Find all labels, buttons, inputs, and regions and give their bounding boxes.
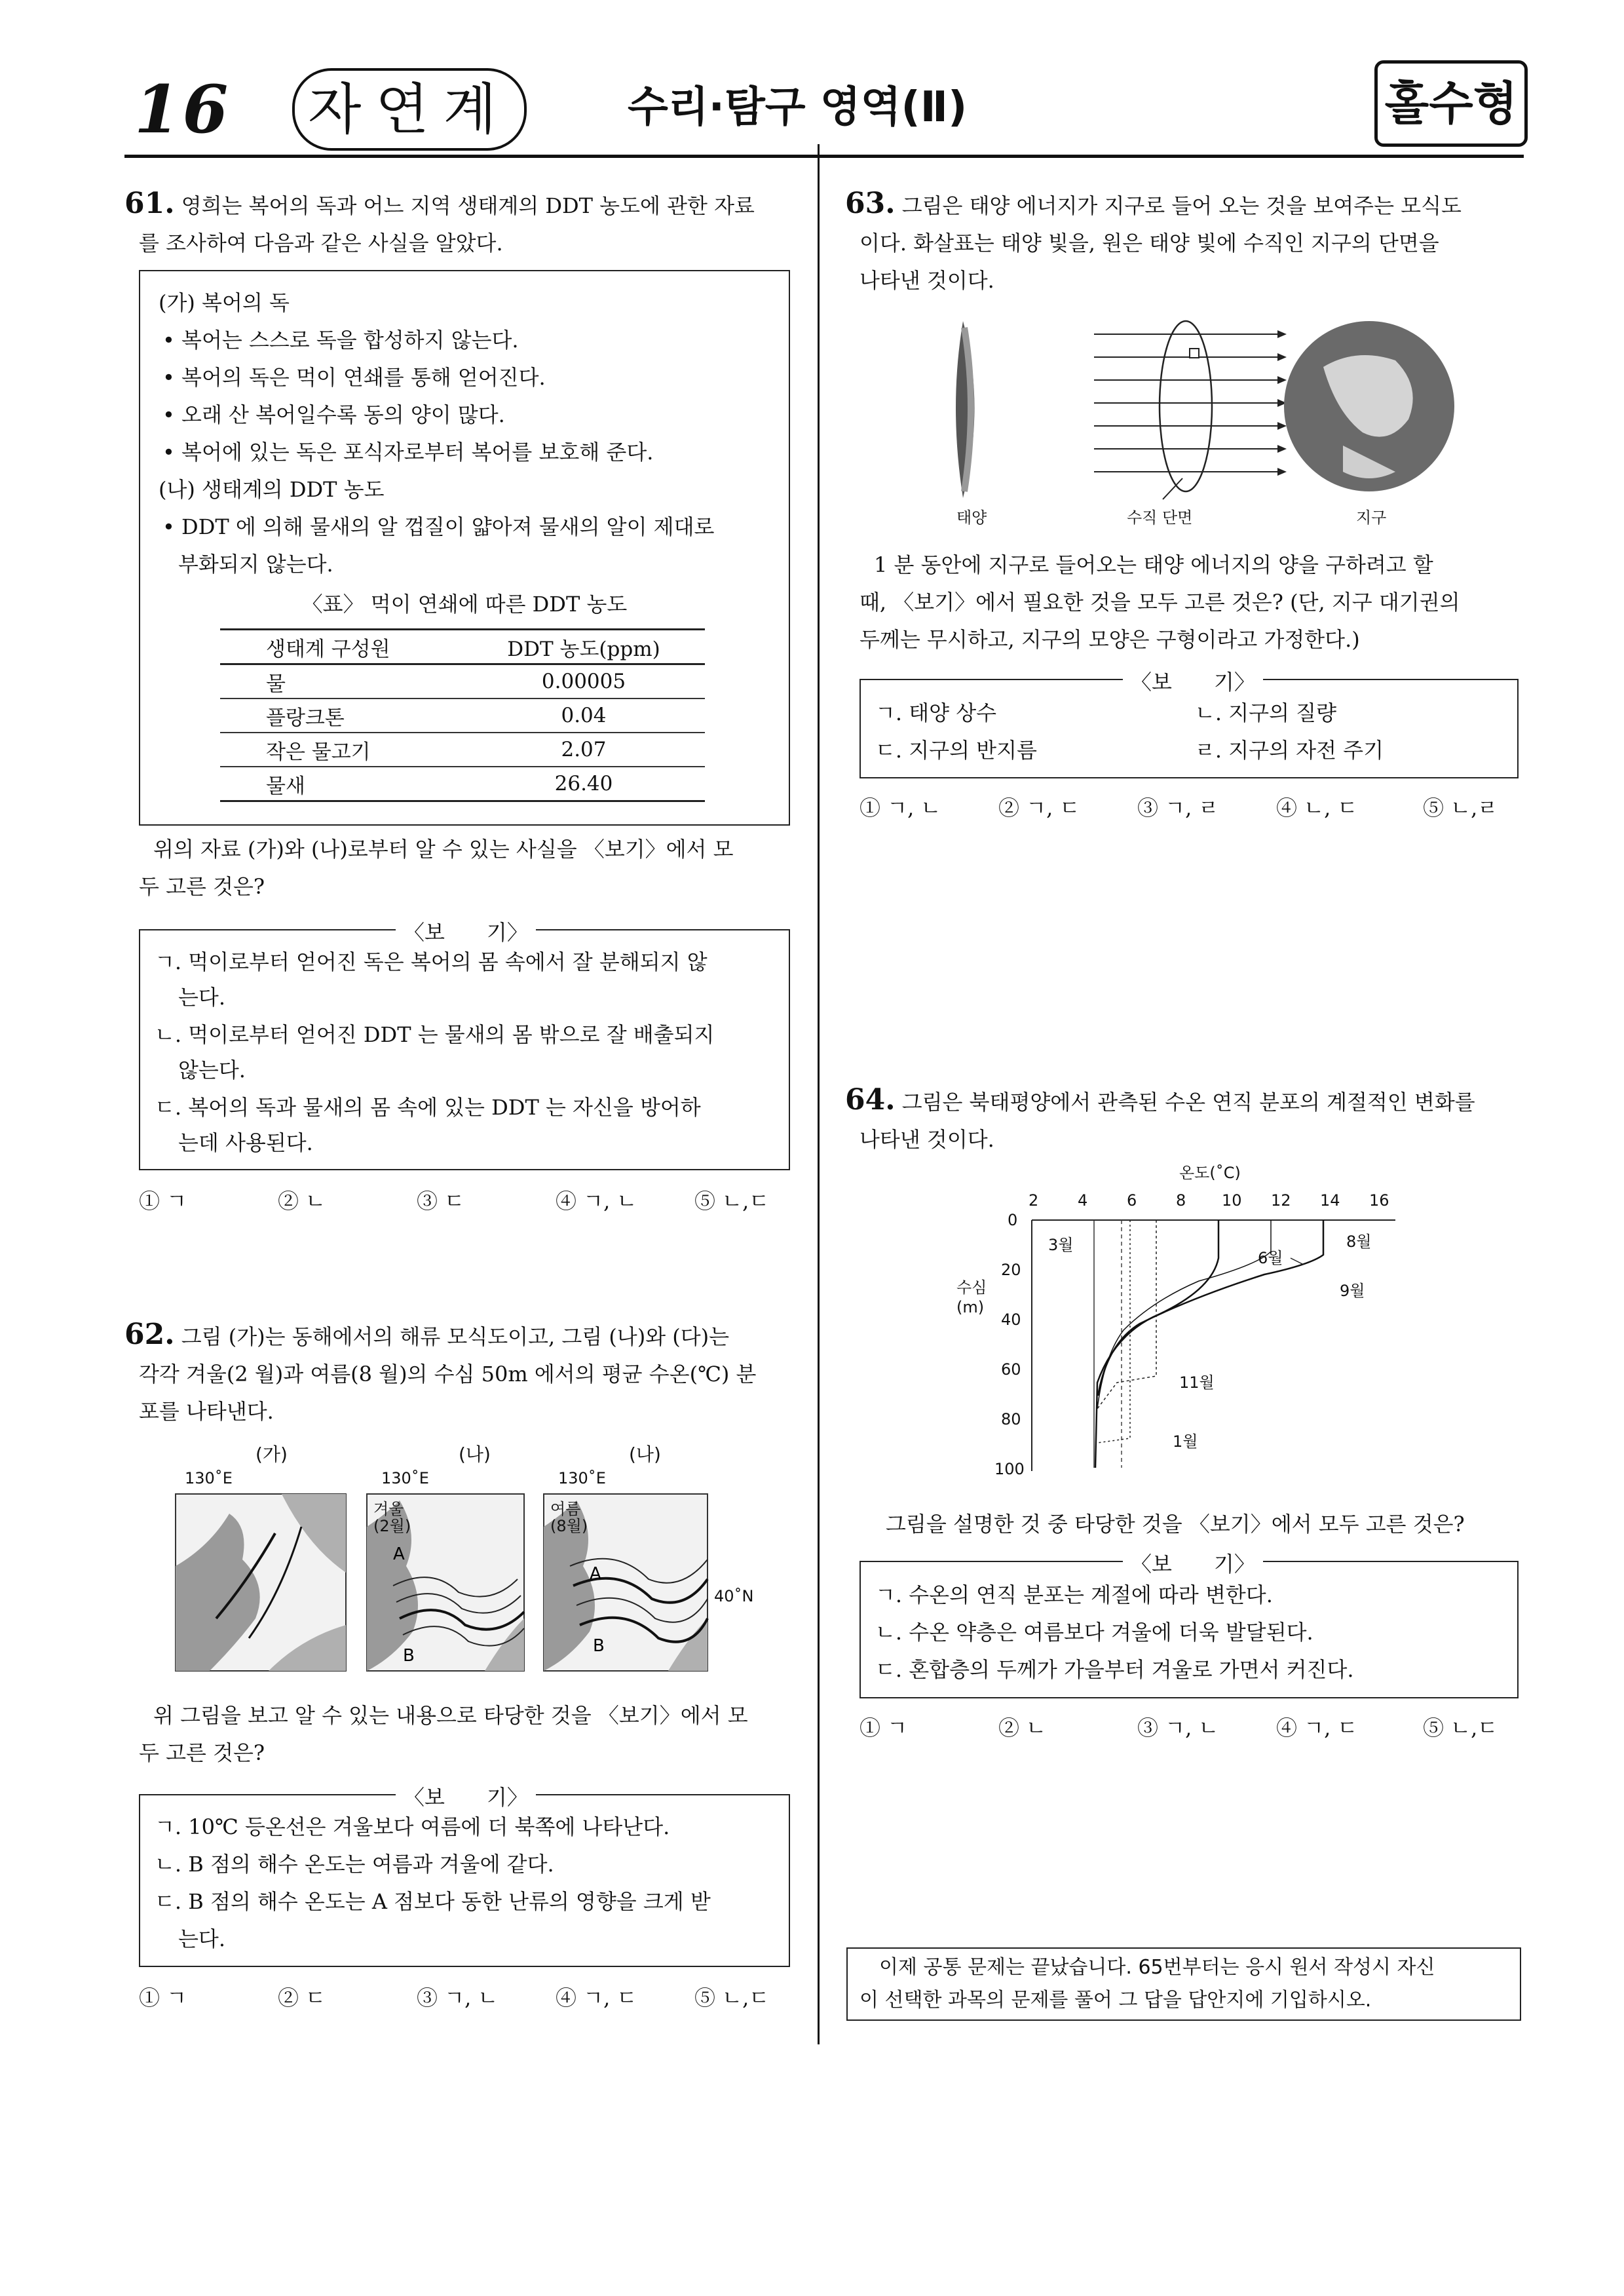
bogi-title: 〈보 기〉 xyxy=(396,1781,536,1811)
exam-type-badge: 자연계 xyxy=(292,68,527,151)
choice-2[interactable]: ② ㄷ xyxy=(278,1985,326,2010)
y-tick: 40 xyxy=(1001,1311,1021,1329)
stem-text: 나타낸 것이다. xyxy=(859,1127,994,1152)
profile-svg xyxy=(983,1160,1441,1487)
choice-5[interactable]: ⑤ ㄴ,ㄹ xyxy=(1423,795,1498,820)
table-header-row xyxy=(220,630,705,664)
bogi-title: 〈보 기〉 xyxy=(396,916,536,946)
series-label: 6월 xyxy=(1258,1249,1283,1267)
choice-5[interactable]: ⑤ ㄴ,ㄷ xyxy=(694,1985,770,2010)
choice-3[interactable]: ③ ㄱ, ㄴ xyxy=(417,1985,499,2010)
table-cell: 2.07 xyxy=(463,733,705,767)
y-tick: 100 xyxy=(994,1460,1025,1478)
series-label: 3월 xyxy=(1048,1236,1074,1254)
prompt-text: 두 고른 것은? xyxy=(139,1740,265,1765)
question-number: 61. xyxy=(124,187,175,220)
question-63 xyxy=(845,185,1526,299)
y-tick: 60 xyxy=(1001,1360,1021,1379)
choice-1[interactable]: ① ㄱ, ㄴ xyxy=(859,795,941,820)
figure-label: (가) xyxy=(255,1444,288,1465)
figure-label-cross-section: 수직 단면 xyxy=(1127,508,1193,527)
x-tick: 16 xyxy=(1369,1191,1389,1210)
stem-text: 각각 겨울(2 월)과 여름(8 월)의 수심 50m 에서의 평균 수온(℃) 분 xyxy=(139,1362,757,1387)
choice-4[interactable]: ④ ㄴ, ㄷ xyxy=(1276,795,1358,820)
prompt-text: 1 분 동안에 지구로 들어오는 태양 에너지의 양을 구하려고 할 xyxy=(874,552,1433,577)
choice-5[interactable]: ⑤ ㄴ,ㄷ xyxy=(1423,1715,1498,1740)
prompt-text: 두 고른 것은? xyxy=(139,874,265,899)
prompt-text: 위의 자료 (가)와 (나)로부터 알 수 있는 사실을 〈보기〉에서 모 xyxy=(153,837,734,862)
choice-1[interactable]: ① ㄱ xyxy=(859,1715,908,1740)
x-tick: 4 xyxy=(1078,1191,1088,1210)
bogi-item: ㄹ. 지구의 자전 주기 xyxy=(1195,738,1384,763)
prompt-text: 때, 〈보기〉에서 필요한 것을 모두 고른 것은? (단, 지구 대기권의 xyxy=(859,590,1460,615)
list-item: • 오래 산 복어일수록 동의 양이 많다. xyxy=(162,402,505,427)
stem-text: 나타낸 것이다. xyxy=(859,268,994,293)
notice-text: 이 선택한 과목의 문제를 풀어 그 답을 답안지에 기입하시오. xyxy=(859,1989,1372,2012)
bogi-item: 않는다. xyxy=(178,1058,246,1082)
figure-label-sun: 태양 xyxy=(956,508,987,527)
subject-title: 수리·탐구 영역(Ⅱ) xyxy=(628,83,968,132)
table-header: 생태계 구성원 xyxy=(220,630,463,664)
choice-1[interactable]: ① ㄱ xyxy=(139,1189,187,1214)
info-b-title: (나) 생태계의 DDT 농도 xyxy=(159,477,385,502)
series-label: 8월 xyxy=(1346,1233,1372,1251)
bogi-item: ㄱ. 수온의 연직 분포는 계절에 따라 변한다. xyxy=(875,1582,1273,1607)
figure-label-earth: 지구 xyxy=(1356,508,1387,527)
svg-text:B: B xyxy=(593,1636,605,1656)
series-label: 11월 xyxy=(1179,1373,1215,1392)
figure-east-sea-maps xyxy=(170,1435,819,1691)
bogi-item: ㄴ. 지구의 질량 xyxy=(1195,700,1336,725)
question-62 xyxy=(124,1316,806,1430)
table-cell: 0.04 xyxy=(463,698,705,733)
stem-text: 영희는 복어의 독과 어느 지역 생태계의 DDT 농도에 관한 자료 xyxy=(181,193,755,218)
choice-2[interactable]: ② ㄴ xyxy=(998,1715,1047,1740)
question-prompt xyxy=(139,1697,801,1772)
bogi-item: ㄴ. 먹이로부터 얻어진 DDT 는 물새의 몸 밖으로 잘 배출되지 xyxy=(155,1022,715,1047)
bogi-item: ㄷ. B 점의 해수 온도는 A 점보다 동한 난류의 영향을 크게 받 xyxy=(155,1889,711,1914)
stem-text: 그림은 북태평양에서 관측된 수온 연직 분포의 계절적인 변화를 xyxy=(901,1090,1475,1115)
bogi-item: ㄴ. 수온 약층은 여름보다 겨울에 더욱 발달된다. xyxy=(875,1620,1313,1645)
prompt-text: 두께는 무시하고, 지구의 모양은 구형이라고 가정한다.) xyxy=(859,627,1360,652)
season-label: 여름 (8월) xyxy=(550,1500,588,1535)
svg-text:A: A xyxy=(590,1564,601,1584)
choice-5[interactable]: ⑤ ㄴ,ㄷ xyxy=(694,1189,770,1214)
question-prompt xyxy=(859,1506,1521,1543)
y-tick: 20 xyxy=(1001,1261,1021,1279)
x-tick: 14 xyxy=(1320,1191,1340,1210)
table-header: DDT 농도(ppm) xyxy=(463,630,705,664)
choice-3[interactable]: ③ ㄷ xyxy=(417,1189,465,1214)
info-box xyxy=(139,270,790,826)
x-tick: 8 xyxy=(1176,1191,1186,1210)
x-axis-label: 온도(˚C) xyxy=(1179,1164,1241,1182)
bogi-item: ㄱ. 먹이로부터 얻어진 독은 복어의 몸 속에서 잘 분해되지 않 xyxy=(155,949,708,974)
choice-2[interactable]: ② ㄱ, ㄷ xyxy=(998,795,1080,820)
bogi-item: 는데 사용된다. xyxy=(178,1130,313,1155)
series-label: 9월 xyxy=(1340,1282,1365,1300)
bogi-item: ㄷ. 혼합층의 두께가 가을부터 겨울로 가면서 커진다. xyxy=(875,1657,1354,1682)
form-badge: 홀수형 xyxy=(1374,60,1528,147)
page-number: 16 xyxy=(134,71,231,148)
question-64 xyxy=(845,1081,1526,1158)
series-label: 1월 xyxy=(1173,1432,1198,1451)
bogi-item: 는다. xyxy=(178,985,225,1010)
prompt-text: 그림을 설명한 것 중 타당한 것을 〈보기〉에서 모두 고른 것은? xyxy=(886,1512,1465,1537)
choice-4[interactable]: ④ ㄱ, ㄷ xyxy=(1276,1715,1358,1740)
table-cell: 물새 xyxy=(220,767,463,801)
notice-box xyxy=(846,1947,1521,2021)
column-divider xyxy=(818,144,820,2044)
x-tick: 2 xyxy=(1029,1191,1039,1210)
list-item: 부화되지 않는다. xyxy=(178,552,333,577)
table-row xyxy=(220,767,705,801)
table-cell: 물 xyxy=(220,664,463,699)
prompt-text: 위 그림을 보고 알 수 있는 내용으로 타당한 것을 〈보기〉에서 모 xyxy=(153,1703,748,1728)
question-prompt xyxy=(859,546,1521,659)
solar-diagram-svg xyxy=(937,308,1461,505)
bogi-item: ㄷ. 지구의 반지름 xyxy=(875,738,1037,763)
bogi-box xyxy=(139,1785,790,1967)
bogi-box xyxy=(859,670,1519,778)
x-tick: 10 xyxy=(1222,1191,1242,1210)
list-item: • 복어에 있는 독은 포식자로부터 복어를 보호해 준다. xyxy=(162,440,654,465)
info-a-title: (가) 복어의 독 xyxy=(159,290,290,315)
question-number: 62. xyxy=(124,1318,175,1351)
x-tick: 12 xyxy=(1271,1191,1291,1210)
x-tick: 6 xyxy=(1127,1191,1137,1210)
bogi-title: 〈보 기〉 xyxy=(1123,1548,1263,1578)
notice-text: 이제 공통 문제는 끝났습니다. 65번부터는 응시 원서 작성시 자신 xyxy=(879,1956,1435,1979)
choice-4[interactable]: ④ ㄱ, ㄴ xyxy=(556,1189,637,1214)
choice-4[interactable]: ④ ㄱ, ㄷ xyxy=(556,1985,637,2010)
table-cell: 26.40 xyxy=(463,767,705,801)
table-caption: 〈표〉 먹이 연쇄에 따른 DDT 농도 xyxy=(301,592,628,617)
season-label: 겨울 (2월) xyxy=(373,1500,411,1535)
longitude-label: 130˚E xyxy=(381,1469,429,1487)
question-number: 63. xyxy=(845,187,896,220)
stem-text: 포를 나타낸다. xyxy=(139,1399,274,1424)
bogi-box xyxy=(139,920,790,1170)
bogi-item: ㄱ. 태양 상수 xyxy=(875,700,997,725)
ddt-table xyxy=(220,628,705,802)
table-row xyxy=(220,698,705,733)
stem-text: 를 조사하여 다음과 같은 사실을 알았다. xyxy=(139,231,503,256)
question-61 xyxy=(124,185,806,262)
bogi-item: 는다. xyxy=(178,1926,225,1951)
choice-3[interactable]: ③ ㄱ, ㄹ xyxy=(1137,795,1219,820)
choice-2[interactable]: ② ㄴ xyxy=(278,1189,326,1214)
y-tick: 0 xyxy=(1008,1211,1018,1229)
maps-svg xyxy=(170,1487,819,1684)
bogi-item: ㄷ. 복어의 독과 물새의 몸 속에 있는 DDT 는 자신을 방어하 xyxy=(155,1095,701,1120)
map-a xyxy=(176,1494,346,1671)
question-prompt xyxy=(139,831,801,906)
choice-1[interactable]: ① ㄱ xyxy=(139,1985,187,2010)
header-rule xyxy=(124,155,1524,158)
stem-text: 이다. 화살표는 태양 빛을, 원은 태양 빛에 수직인 지구의 단면을 xyxy=(859,231,1439,256)
table-cell: 작은 물고기 xyxy=(220,733,463,767)
svg-text:B: B xyxy=(403,1646,415,1666)
figure-temperature-profile xyxy=(956,1160,1441,1487)
figure-solar-energy xyxy=(937,308,1461,531)
svg-text:A: A xyxy=(393,1544,405,1564)
y-axis-label: 수심 (m) xyxy=(956,1278,987,1316)
list-item: • DDT 에 의해 물새의 알 껍질이 얇아져 물새의 알이 제대로 xyxy=(162,514,715,539)
bogi-box xyxy=(859,1552,1519,1698)
choice-3[interactable]: ③ ㄱ, ㄴ xyxy=(1137,1715,1219,1740)
list-item: • 복어는 스스로 독을 합성하지 않는다. xyxy=(162,328,519,353)
table-cell: 플랑크톤 xyxy=(220,698,463,733)
stem-text: 그림은 태양 에너지가 지구로 들어 오는 것을 보여주는 모식도 xyxy=(901,193,1462,218)
question-number: 64. xyxy=(845,1083,896,1117)
figure-label: (나) xyxy=(629,1444,661,1465)
longitude-label: 130˚E xyxy=(558,1469,606,1487)
y-tick: 80 xyxy=(1001,1410,1021,1428)
latitude-label: 40˚N xyxy=(714,1587,754,1605)
list-item: • 복어의 독은 먹이 연쇄를 통해 얻어진다. xyxy=(162,365,546,390)
figure-label: (나) xyxy=(459,1444,491,1465)
longitude-label: 130˚E xyxy=(185,1469,233,1487)
table-cell: 0.00005 xyxy=(463,664,705,699)
table-row xyxy=(220,733,705,767)
stem-text: 그림 (가)는 동해에서의 해류 모식도이고, 그림 (나)와 (다)는 xyxy=(181,1324,730,1349)
bogi-item: ㄱ. 10℃ 등온선은 겨울보다 여름에 더 북쪽에 나타난다. xyxy=(155,1814,670,1839)
bogi-title: 〈보 기〉 xyxy=(1123,666,1263,696)
table-row xyxy=(220,664,705,699)
bogi-item: ㄴ. B 점의 해수 온도는 여름과 겨울에 같다. xyxy=(155,1852,554,1877)
